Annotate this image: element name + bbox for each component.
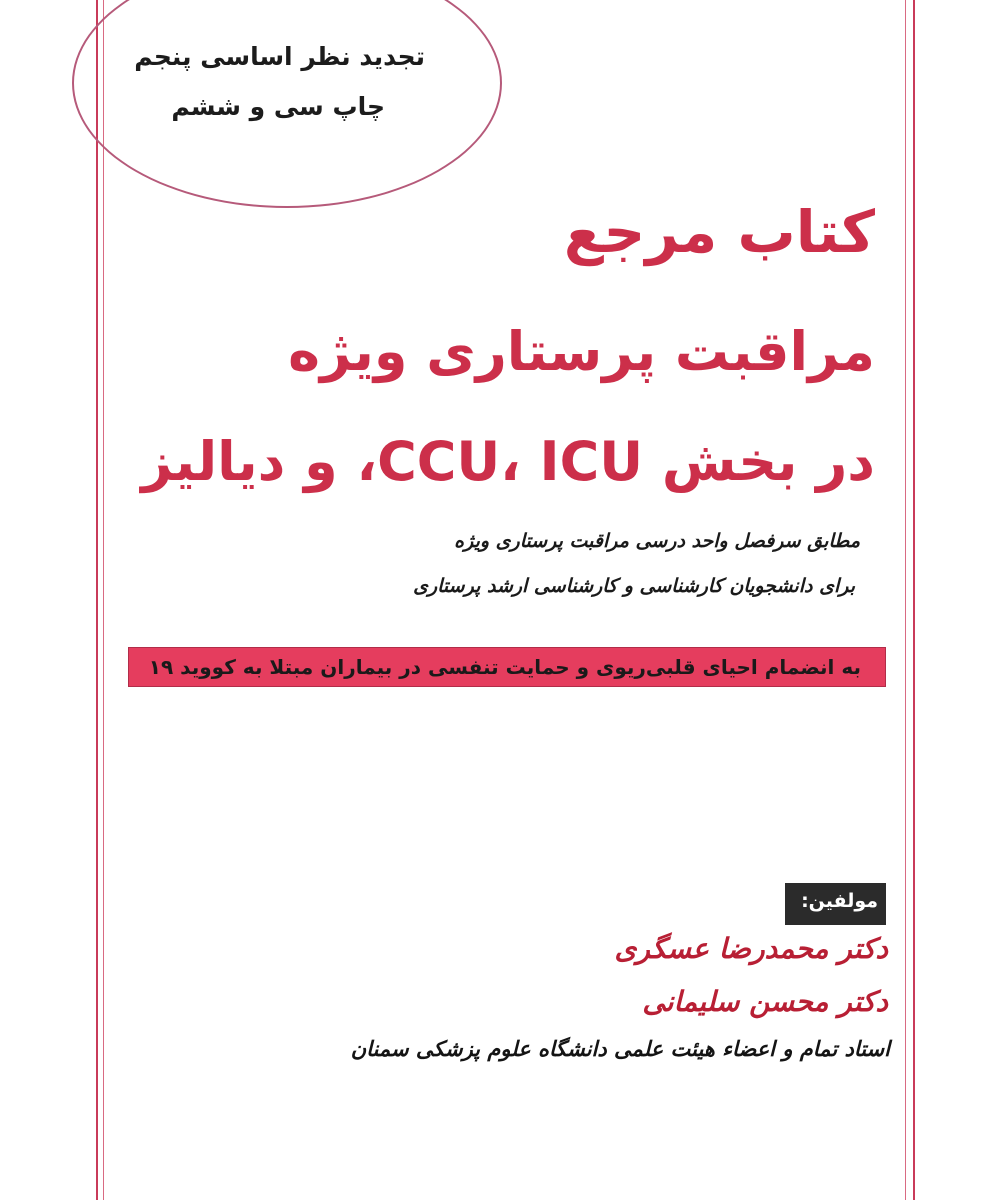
subtitle-line-2: برای دانشجویان کارشناسی و کارشناسی ارشد پرستاری xyxy=(413,575,855,597)
edition-badge-line-2: چاپ سی و ششم xyxy=(171,92,385,121)
right-border-outer xyxy=(913,0,915,1200)
author-affiliation: استاد تمام و اعضاء هیئت علمی دانشگاه علوم پزشکی سمنان xyxy=(350,1037,890,1061)
left-border-outer xyxy=(96,0,98,1200)
authors-label: مولفین: xyxy=(801,890,878,912)
edition-badge-line-1: تجدید نظر اساسی پنجم xyxy=(134,42,425,71)
author-name-2: دکتر محسن سلیمانی xyxy=(642,985,888,1018)
covid-banner xyxy=(128,647,886,687)
title-line-1: کتاب مرجع xyxy=(563,198,875,266)
author-name-1: دکتر محمدرضا عسگری xyxy=(614,932,888,965)
title-line-3: در بخش CCU، ICU، و دیالیز xyxy=(141,430,875,493)
title-line-2: مراقبت پرستاری ویژه xyxy=(288,320,875,383)
subtitle-line-1: مطابق سرفصل واحد درسی مراقبت پرستاری ویژه xyxy=(454,530,860,552)
authors-label-badge xyxy=(785,883,886,925)
covid-banner-text: به انضمام احیای قلبی‌ریوی و حمایت تنفسی در بیماران مبتلا به کووید ۱۹ xyxy=(148,655,861,679)
right-border-inner xyxy=(905,0,906,1200)
left-border-inner xyxy=(103,0,104,1200)
